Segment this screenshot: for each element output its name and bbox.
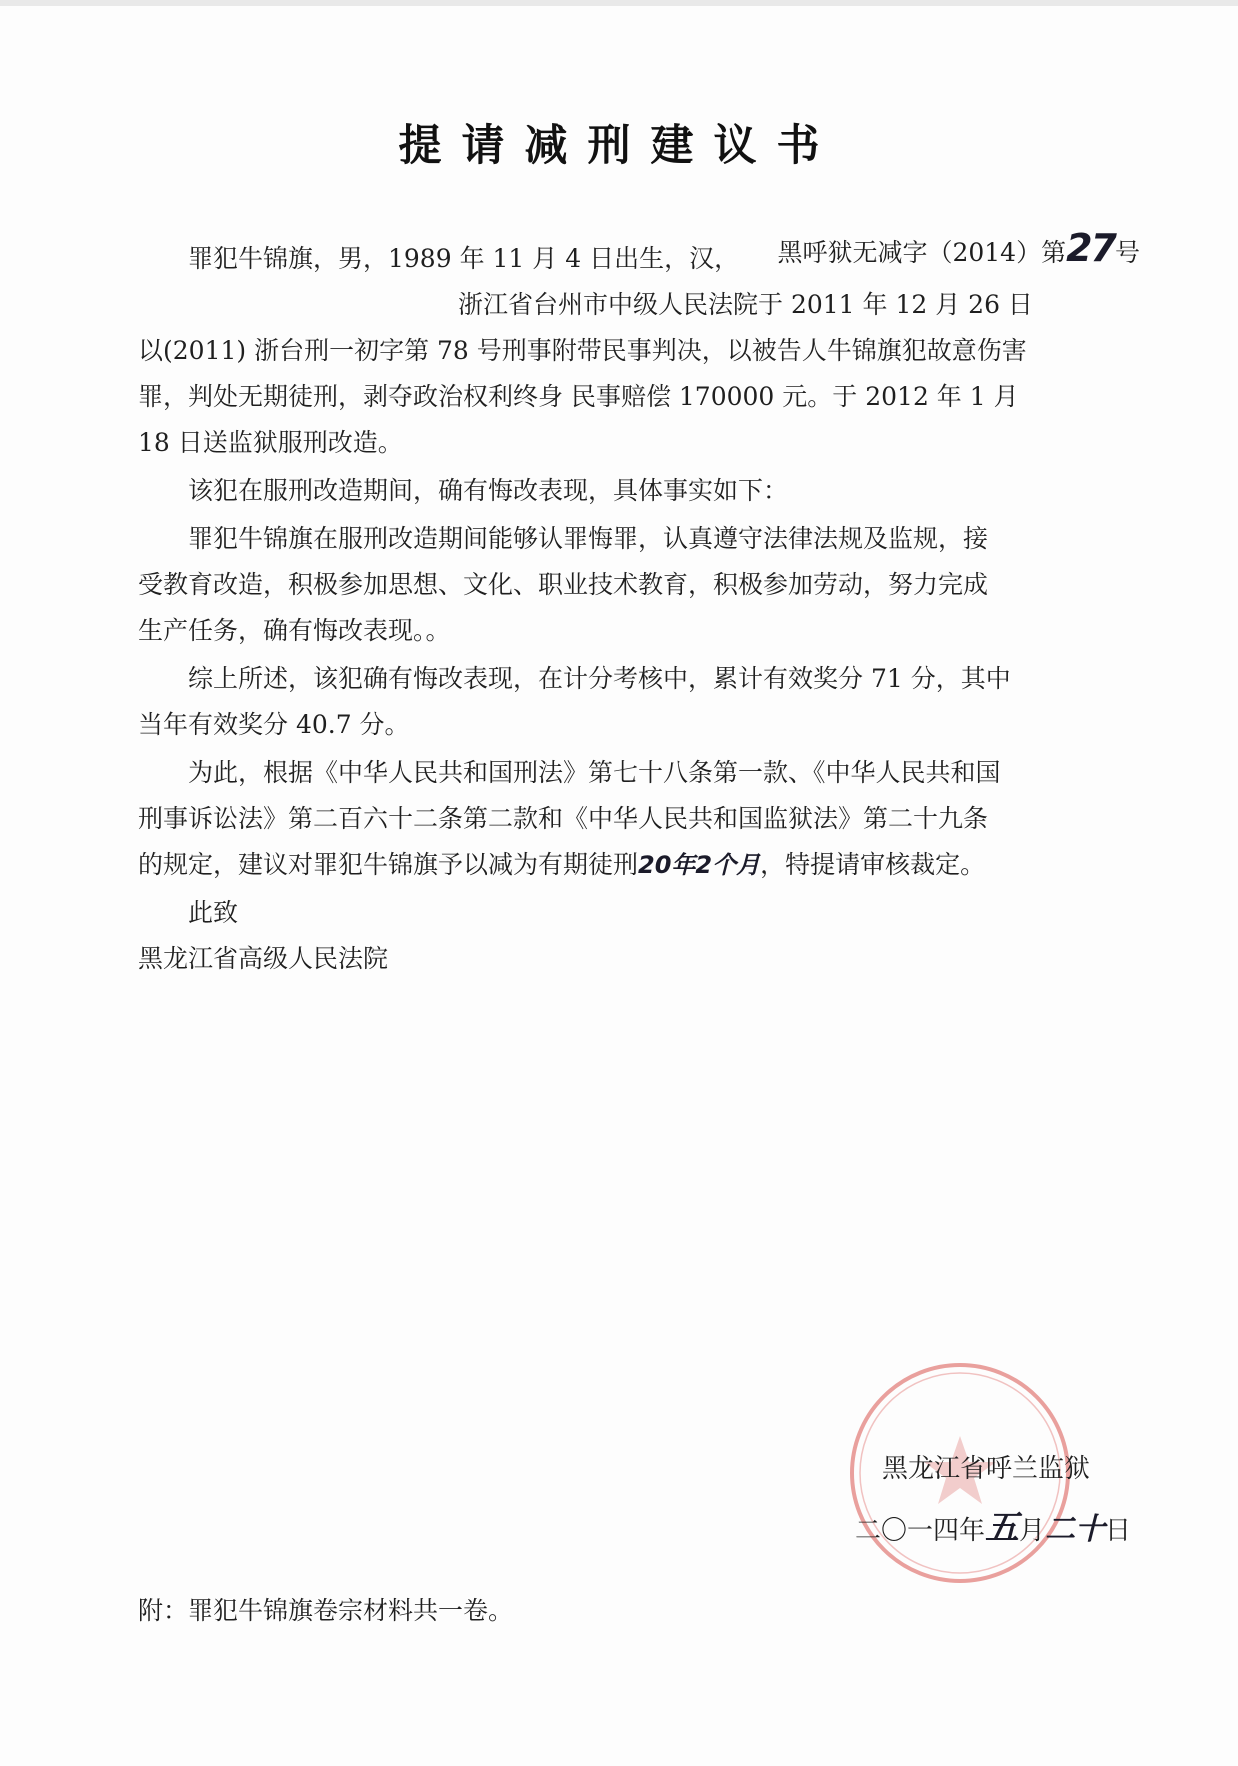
sentence-text-a: 的规定，建议对罪犯牛锦旗予以减为有期徒刑: [138, 850, 639, 879]
date-month-handwritten: 五: [985, 1508, 1020, 1548]
date-year: 二〇一四年: [855, 1516, 986, 1546]
paragraph-line: 为此，根据《中华人民共和国刑法》第七十八条第一款、《中华人民共和国: [188, 758, 1001, 787]
date-day-handwritten: 二十: [1045, 1512, 1106, 1547]
document-number: [777, 226, 1140, 270]
issue-date: [855, 1500, 1131, 1549]
salutation: 此致: [188, 898, 239, 927]
paragraph-line: 以(2011) 浙台刑一初字第 78 号刑事附带民事判决，以被告人牛锦旗犯故意伤害: [138, 336, 1027, 365]
paragraph-line: 浙江省台州市中级人民法院于 2011 年 12 月 26 日: [458, 290, 1033, 319]
doc-number-handwritten: 27: [1066, 226, 1115, 270]
paragraph-line: 罪犯牛锦旗在服刑改造期间能够认罪悔罪，认真遵守法律法规及监规，接: [188, 524, 989, 553]
sentence-text-b: ，特提请审核裁定。: [760, 850, 986, 879]
date-month-label: 月: [1019, 1516, 1046, 1546]
scan-edge: [0, 0, 1238, 6]
sentence-handwritten-term: 20年2个月: [638, 851, 761, 879]
paragraph-line: 生产任务，确有悔改表现。。: [138, 616, 451, 645]
doc-number-suffix: 号: [1114, 238, 1140, 267]
paragraph-line: 18 日送监狱服刑改造。: [138, 428, 403, 457]
paragraph-line: 该犯在服刑改造期间，确有悔改表现，具体事实如下：: [188, 476, 789, 505]
paragraph-line: 罪犯牛锦旗，男，1989 年 11 月 4 日出生，汉，: [188, 244, 740, 273]
recipient: 黑龙江省高级人民法院: [138, 944, 389, 973]
attachment-note: 附：罪犯牛锦旗卷宗材料共一卷。: [138, 1596, 514, 1625]
issuer-name: 黑龙江省呼兰监狱: [882, 1454, 1091, 1484]
paragraph-line: 罪，判处无期徒刑，剥夺政治权利终身 民事赔偿 170000 元。于 2012 年 1 月: [138, 382, 1019, 411]
paragraph-line: 综上所述，该犯确有悔改表现，在计分考核中，累计有效奖分 71 分，其中: [188, 664, 1011, 693]
paragraph-line: 受教育改造，积极参加思想、文化、职业技术教育，积极参加劳动，努力完成: [138, 570, 989, 599]
paragraph-line: 当年有效奖分 40.7 分。: [138, 710, 410, 739]
document-title: 提请减刑建议书: [398, 121, 840, 171]
paragraph-line: 刑事诉讼法》第二百六十二条第二款和《中华人民共和国监狱法》第二十九条: [138, 804, 989, 833]
doc-number-prefix: 黑呼狱无减字（2014）第: [777, 238, 1067, 267]
paragraph-line: [138, 842, 985, 888]
date-day-label: 日: [1105, 1516, 1132, 1546]
